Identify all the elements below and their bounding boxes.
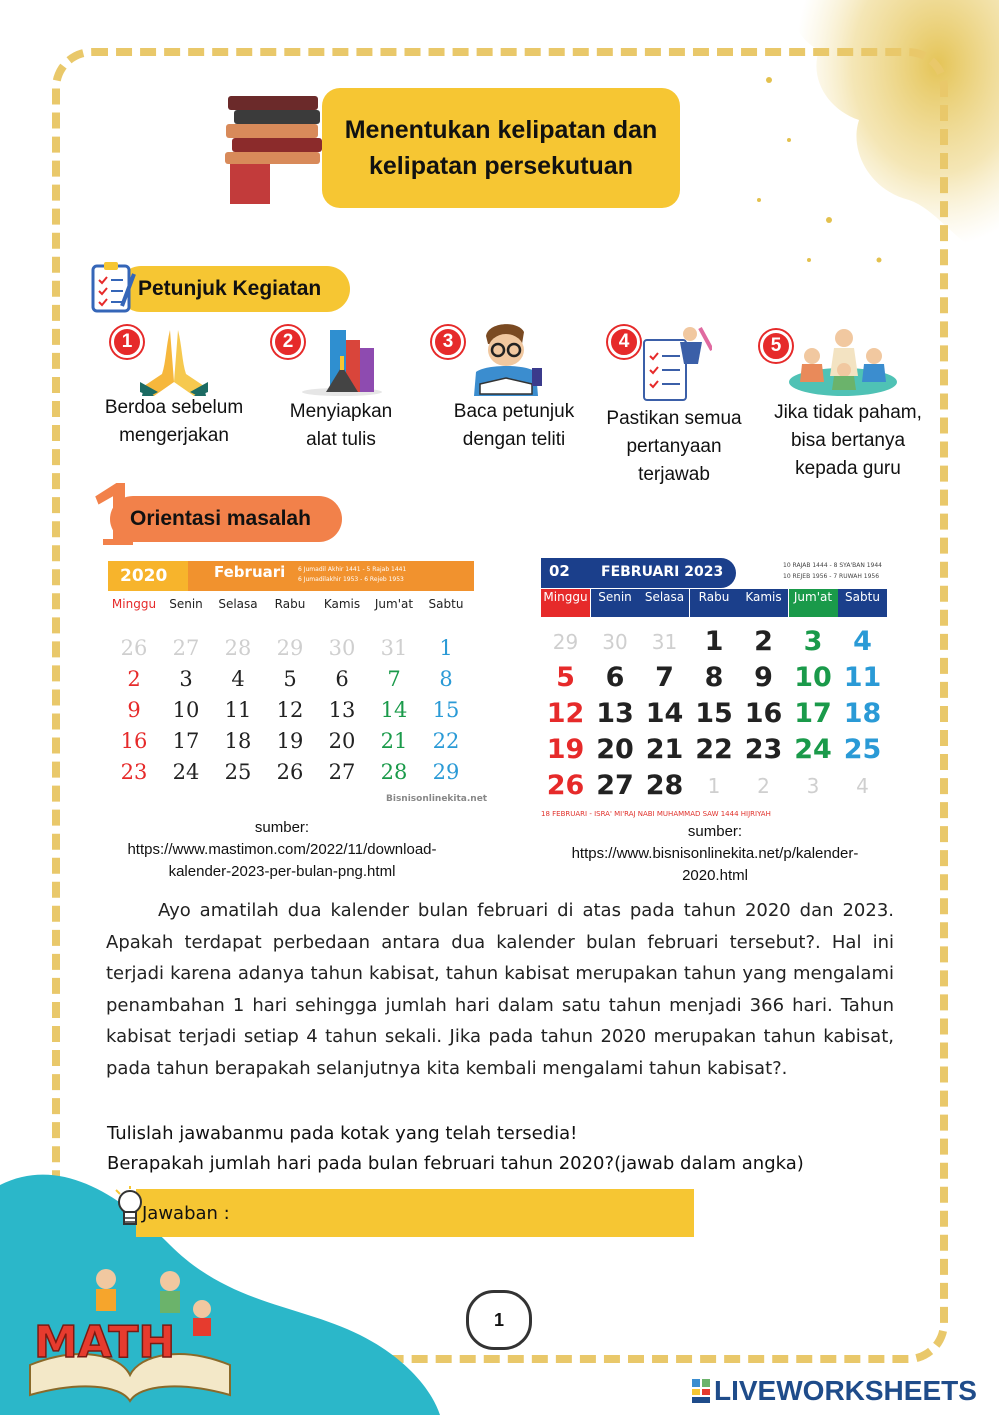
calendar-2020-day-header: Selasa <box>218 597 258 611</box>
calendar-2023-date: 9 <box>754 662 773 693</box>
step-1-number: 1 <box>111 326 143 358</box>
clipboard-checklist-icon <box>90 260 136 314</box>
calendar-2020-date: 15 <box>432 698 460 722</box>
calendar-2023-date: 10 <box>794 662 832 693</box>
calendar-2020-date: 28 <box>224 636 252 660</box>
source-right-label: sumber: <box>687 823 743 840</box>
source-left <box>104 817 460 883</box>
calendar-2020-date: 9 <box>127 698 141 722</box>
calendar-2023-date: 1 <box>707 774 721 798</box>
orientasi-label: Orientasi masalah <box>110 496 342 542</box>
answer-label: Jawaban : <box>142 1202 230 1224</box>
calendar-2023-hijri-2: 10 REJEB 1956 - 7 RUWAH 1956 <box>783 573 880 580</box>
calendar-2020-day-header: Senin <box>169 597 203 611</box>
calendar-2023-day-header: Senin <box>591 589 640 617</box>
step-4-number: 4 <box>608 326 640 358</box>
petunjuk-label: Petunjuk Kegiatan <box>118 266 350 312</box>
calendar-2023-date: 31 <box>651 630 678 654</box>
calendar-2023-day-header: Jum'at <box>789 589 838 617</box>
calendar-2020-date: 21 <box>380 729 408 753</box>
calendar-2023-date: 13 <box>596 698 634 729</box>
calendar-2023-date: 8 <box>704 662 724 693</box>
calendar-2020-date: 26 <box>120 636 148 660</box>
calendar-2023-day-header: Rabu <box>690 589 739 617</box>
calendar-2023-date: 23 <box>744 734 783 765</box>
calendar-2020-date: 22 <box>432 729 460 753</box>
calendar-2023-date: 28 <box>645 770 684 801</box>
calendar-2020-date: 1 <box>439 636 453 660</box>
math-label: MATH <box>34 1317 176 1368</box>
calendar-2023-date: 12 <box>546 698 585 729</box>
calendar-2020-year: 2020 <box>108 561 188 591</box>
calendar-2020-date: 4 <box>231 667 245 691</box>
calendar-2023-day-header: Kamis <box>739 589 788 617</box>
liveworksheets-logo-icon <box>692 1379 710 1403</box>
source-left-label: sumber: <box>254 819 310 836</box>
instruction-text: Tulislah jawabanmu pada kotak yang telah tersedia! <box>107 1123 578 1144</box>
calendar-2020-date: 19 <box>276 729 304 753</box>
calendar-2023-date: 2 <box>754 626 773 657</box>
question-text: Berapakah jumlah hari pada bulan februari tahun 2020?(jawab dalam angka) <box>107 1153 804 1174</box>
teacher-students-icon <box>788 326 898 396</box>
calendar-2023-date: 6 <box>605 662 625 693</box>
calendar-2020-date: 11 <box>224 698 252 722</box>
calendar-2020-date: 30 <box>328 636 356 660</box>
page-title: Menentukan kelipatan dan kelipatan persekutuan <box>344 116 658 180</box>
step-5-text: Jika tidak paham, bisa bertanya kepada guru <box>774 402 922 479</box>
problem-paragraph: Ayo amatilah dua kalender bulan februari di atas pada tahun 2020 dan 2023. Apakah terdapat perbedaan antara dua kalender bulan februari tersebut?. Hal ini terjadi karena adanya tahun kabisat, tahun kabisat merupakan tahun yang mengalami penambahan 1 hari sehingga jumlah hari dalam satu tahun menjadi 366 hari. Tahun kabisat terjadi setiap 4 tahun sekali. Jika pada tahun 2020 merupakan tahun kabisat, pada tahun berapakah selanjutnya kita kembali mengalami tahun kabisat?. <box>106 900 894 1079</box>
source-right-url: https://www.bisnisonlinekita.net/p/kalender-2020.html <box>571 845 859 884</box>
calendar-2023-date: 27 <box>596 770 634 801</box>
calendar-2020-day-header: Kamis <box>323 597 361 611</box>
calendar-2023-date: 14 <box>645 698 684 729</box>
calendar-2020-hijri-2: 6 Jumadilakhir 1953 - 6 Rejeb 1953 <box>298 576 404 583</box>
calendar-2023-footnote: 18 FEBRUARI - ISRA' MI'RAJ NABI MUHAMMAD SAW 1444 HIJRIYAH <box>541 810 771 818</box>
calendar-2020-date: 5 <box>283 667 297 691</box>
calendar-2023-date: 21 <box>645 734 684 765</box>
step-2-number: 2 <box>272 326 304 358</box>
calendar-2020-date: 12 <box>276 698 304 722</box>
step-4-text: Pastikan semua pertanyaan terjawab <box>606 408 742 485</box>
calendar-2020-date: 27 <box>328 760 356 784</box>
calendar-2020-date: 18 <box>224 729 252 753</box>
calendar-2020-day-header: Minggu <box>111 597 157 611</box>
book-stack-icon <box>220 92 335 207</box>
calendar-2023-date: 11 <box>843 662 882 693</box>
calendar-2023-hijri-1: 10 RAJAB 1444 - 8 SYA'BAN 1944 <box>783 562 882 569</box>
checklist-icon <box>640 324 712 404</box>
page-title-box <box>322 88 680 208</box>
calendar-2023-date: 30 <box>602 630 628 654</box>
calendar-2020-date: 20 <box>328 729 356 753</box>
step-1-text: Berdoa sebelum mengerjakan <box>104 397 244 446</box>
calendar-2023-date: 26 <box>546 770 585 801</box>
liveworksheets-brand <box>692 1375 977 1407</box>
calendar-2023-date: 20 <box>596 734 634 765</box>
step-3-text: Baca petunjuk dengan teliti <box>453 401 575 450</box>
answer-field[interactable] <box>136 1189 694 1237</box>
calendar-2020-date: 27 <box>172 636 200 660</box>
calendar-2020-date: 14 <box>380 698 408 722</box>
math-kids-illustration <box>20 1245 240 1405</box>
calendar-2020-date: 17 <box>172 729 200 753</box>
calendar-2023-date: 1 <box>704 626 724 657</box>
calendar-2020-date: 2 <box>127 667 141 691</box>
calendar-2020-date: 26 <box>276 760 304 784</box>
source-right <box>548 821 882 887</box>
calendar-2020-date: 24 <box>172 760 200 784</box>
calendar-2023-date: 15 <box>695 698 733 729</box>
calendar-2023-month-number: 02 <box>549 562 570 580</box>
calendar-february-2020 <box>108 556 488 806</box>
step-5-number: 5 <box>760 330 792 362</box>
calendar-2020-day-header: Sabtu <box>428 597 464 611</box>
calendar-2023-date: 18 <box>843 698 882 729</box>
source-left-url: https://www.mastimon.com/2022/11/download-kalender-2023-per-bulan-png.html <box>127 841 437 880</box>
calendar-2020-hijri <box>298 565 406 585</box>
calendar-2020-date: 28 <box>380 760 408 784</box>
lightbulb-icon <box>114 1186 146 1234</box>
calendar-2023-day-header: Minggu <box>541 589 590 617</box>
calendar-2020-day-header: Jum'at <box>374 597 414 611</box>
calendar-2023-date: 3 <box>803 626 823 657</box>
calendar-2023-date: 25 <box>843 734 882 765</box>
calendar-2020-date: 16 <box>120 729 148 753</box>
calendar-2020-date: 23 <box>120 760 148 784</box>
calendar-2023-date: 5 <box>556 662 575 693</box>
calendar-2020-watermark: Bisnisonlinekita.net <box>386 794 488 804</box>
page-number: 1 <box>466 1290 532 1350</box>
calendar-2023-month: FEBRUARI 2023 <box>601 564 724 580</box>
calendar-2023-day-header: Sabtu <box>838 589 887 617</box>
calendar-2020-hijri-1: 6 Jumadil Akhir 1441 - 5 Rajab 1441 <box>298 566 407 573</box>
calendar-2020-day-header: Rabu <box>274 597 306 611</box>
calendar-2023-day-header: Selasa <box>640 589 689 617</box>
calendar-2023-date: 24 <box>794 734 832 765</box>
calendar-2023-date: 4 <box>853 626 872 657</box>
reading-student-icon <box>466 318 548 396</box>
calendar-2023-date: 16 <box>744 698 783 729</box>
praying-hands-icon <box>140 326 208 396</box>
calendar-2023-date: 19 <box>546 734 585 765</box>
calendar-2020-date: 31 <box>380 636 408 660</box>
calendar-2020-date: 3 <box>179 667 193 691</box>
step-2-text: Menyiapkan alat tulis <box>289 401 393 450</box>
calendar-2020-month: Februari <box>214 563 286 581</box>
calendar-2023-date: 29 <box>552 630 579 654</box>
step-3-number: 3 <box>432 326 464 358</box>
calendar-2023-date: 7 <box>655 662 674 693</box>
calendar-2023-date: 22 <box>695 734 733 765</box>
calendar-2020-date: 10 <box>172 698 200 722</box>
calendar-2020-date: 25 <box>224 760 252 784</box>
calendar-2020-date: 6 <box>335 667 349 691</box>
calendar-2020-date: 13 <box>328 698 356 722</box>
calendar-2023-hijri <box>783 560 882 582</box>
calendar-2020-date: 29 <box>432 760 460 784</box>
calendar-2020-date: 29 <box>276 636 304 660</box>
calendar-2020-date: 8 <box>439 667 453 691</box>
books-icon <box>300 326 382 396</box>
calendar-2023-date: 4 <box>856 774 869 798</box>
calendar-2020-date: 7 <box>387 667 401 691</box>
calendar-2023-date: 17 <box>794 698 832 729</box>
calendar-2023-date: 2 <box>757 774 770 798</box>
liveworksheets-text: LIVEWORKSHEETS <box>714 1375 977 1406</box>
calendar-2023-date: 3 <box>806 774 820 798</box>
calendar-february-2023 <box>541 558 891 820</box>
